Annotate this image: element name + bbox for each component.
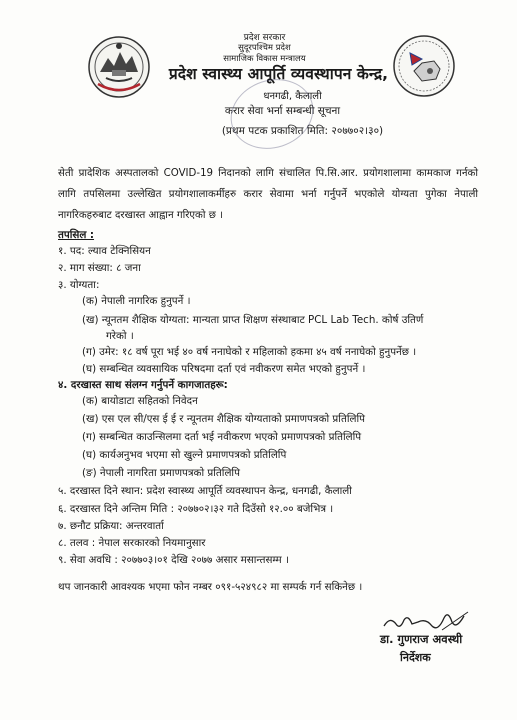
qualification-heading: ३. योग्यता: [58,279,100,291]
intro-paragraph: सेती प्रादेशिक अस्पतालको COVID-19 निदानको लागि संचालित पि.सि.आर. प्रयोगशालामा कामकाज गर्नको लागि तपसिलमा उल्लेखित प्रयोगशालाकर्मीहरु करार सेवामा भर्ना गर्नुपर्ने भएकोले योग्यता पुगेका नेपाली नागरिकहरुबाट दरखास्त आह्वान गरिएको छ । [58,168,478,221]
government-name: प्रदेश सरकार [243,33,286,43]
document-a: (क) बायोडाटा सहितको निवेदन [82,395,198,407]
contact-line: थप जानकारी आवश्यक भएमा फोन नम्बर ०९१-५२४९८२ मा सम्पर्क गर्न सकिनेछ । [58,581,363,593]
document-e: (ङ) नेपाली नागरिता प्रमाणपत्रको प्रतिलिपि [82,467,240,479]
demand-line: २. माग संख्या: ८ जना [58,262,141,274]
ministry-name: सामाजिक विकास मन्त्रालय [223,54,306,64]
document-c: (ग) सम्बन्धित काउन्सिलमा दर्ता भई नवीकरण भएको प्रमाणपत्रको प्रतिलिपि [82,431,362,443]
salary-line: ८. तलव : नेपाल सरकारको नियमानुसार [58,537,206,549]
service-duration: ९. सेवा अवधि : २०७७०३।०१ देखि २०७७ असार मसान्तसम्म । [58,554,289,566]
qualification-b: (ख) न्यूनतम शैक्षिक योग्यता: मान्यता प्राप्त शिक्षण संस्थाबाट PCL Lab Tech. कोर्ष उतिर्ण [82,314,424,326]
province-name: सुदूरपश्चिम प्रदेश [238,43,291,53]
qualification-d: (घ) सम्बन्धित व्यवसायिक परिषदमा दर्ता एवं नवीकरण समेत भएको हुनुपर्ने । [82,363,366,375]
qualification-b-cont: गरेको । [106,330,134,342]
documents-heading: ४. दरखास्त साथ संलग्न गर्नुपर्ने कागजातहरू: [58,379,228,391]
signatory-title: निर्देशक [400,651,431,664]
selection-process: ७. छनौट प्रक्रिया: अन्तरवार्ता [58,520,164,532]
document-b: (ख) एस एल सी/एस ई ई र न्यूनतम शैक्षिक योग्यताको प्रमाणपत्रको प्रतिलिपि [82,413,365,425]
details-heading: तपसिल : [58,229,95,241]
signatory-name: डा. गुणराज अवस्थी [380,632,463,646]
qualification-a: (क) नेपाली नागरिक हुनुपर्ने । [82,295,191,307]
application-place: ५. दरखास्त दिने स्थान: प्रदेश स्वास्थ्य आपूर्ति व्यवस्थापन केन्द्र, धनगढी, कैलाली [58,485,352,497]
qualification-c: (ग) उमेर: १८ वर्ष पूरा भई ४० वर्ष ननाघेको र महिलाको हकमा ४५ वर्ष ननाघेको हुनुपर्नेछ । [82,346,417,358]
signature-scribble-icon [382,608,472,634]
publish-date: (प्रथम पटक प्रकाशित मिति: २०७७०२।३०) [221,125,384,137]
office-title: प्रदेश स्वास्थ्य आपूर्ति व्यवस्थापन केन्द्र, [168,65,389,83]
office-location: धनगढी, कैलाली [263,91,322,102]
post-line: १. पद: ल्याव टेक्निसियन [58,245,151,257]
document-d: (घ) कार्यअनुभव भएमा सो खुल्ने प्रमाणपत्रको प्रतिलिपि [82,449,287,461]
notice-title: करार सेवा भर्ना सम्बन्धी सूचना [224,105,341,117]
application-deadline: ६. दरखास्त दिने अन्तिम मिति : २०७७०२।३२ गते दिउँसो १२.०० बजेभित्र । [58,503,334,515]
